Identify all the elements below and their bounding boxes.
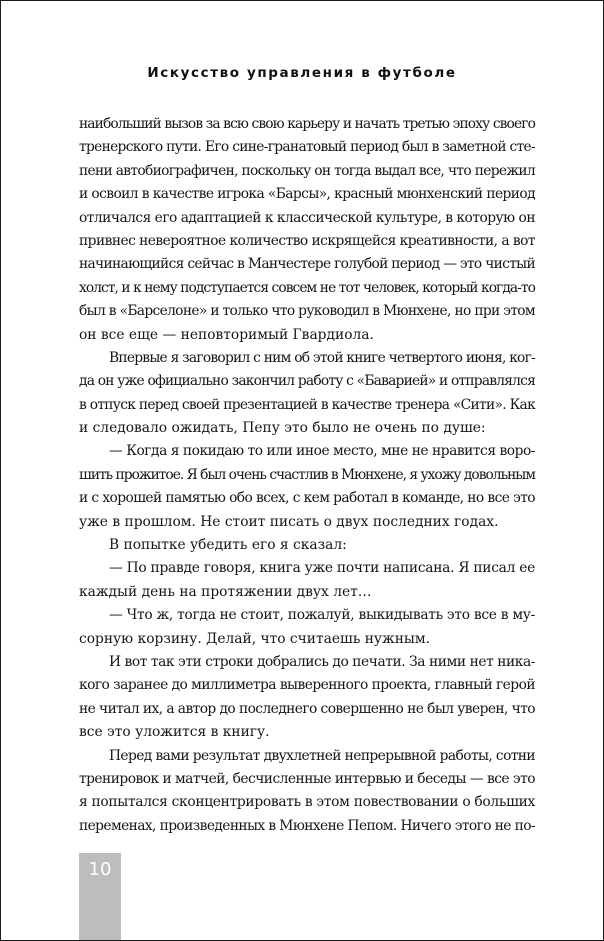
text-line: и с хорошей памятью обо всех, с кем работал в команде, но все это (79, 490, 535, 507)
text-line: начинающийся сейчас в Манчестере голубой период — это чистый (79, 256, 535, 273)
text-line: В попытке убедить его я сказал: (109, 537, 347, 554)
text-line: — Что ж, тогда не стоит, пожалуй, выкидывать это все в му- (109, 607, 535, 624)
text-line: и следовало ожидать, Пепу это было не очень по душе: (79, 420, 486, 437)
text-line: наибольший вызов за всю свою карьеру и начать третью эпоху своего (79, 116, 535, 132)
text-line: да он уже официально закончил работу с «Баварией» и отправлялся (79, 373, 535, 390)
text-line: шить прожитое. Я был очень счастлив в Мюнхене, я ухожу довольным (79, 466, 535, 483)
running-title: Искусство управления в футболе (147, 65, 457, 81)
page-number: 10 (88, 859, 112, 880)
text-line: И вот так эти строки добрались до печати. За ними нет ника- (109, 653, 535, 670)
text-line: холст, и к нему подступается совсем не тот человек, который когда-то (79, 279, 535, 296)
text-line: пени автобиографичен, поскольку он тогда выдал все, что пережил (79, 162, 535, 179)
text-line: Перед вами результат двухлетней непрерывной работы, сотни (109, 747, 535, 764)
text-line: привнес невероятное количество искрящейся креативности, а вот (79, 232, 535, 249)
text-line: сорную корзину. Делай, что считаешь нужным. (79, 630, 431, 647)
text-line: он все еще — неповторимый Гвардиола. (79, 326, 374, 343)
text-line: и освоил в качестве игрока «Барсы», красный мюнхенский период (79, 186, 535, 203)
text-line: уже в прошлом. Не стоит писать о двух последних годах. (79, 513, 499, 530)
text-line: каждый день на протяжении двух лет… (79, 583, 372, 600)
text-line: Впервые я заговорил с ним об этой книге четвертого июня, ког- (109, 349, 535, 366)
text-line: переменах, произведенных в Мюнхене Пепом. Ничего этого не по- (79, 817, 535, 834)
text-line: я попытался сконцентрировать в этом повествовании о больших (79, 794, 535, 811)
text-line: в отпуск перед своей презентацией в качестве тренера «Сити». Как (79, 396, 535, 413)
page-number-tab (79, 853, 121, 940)
text-line: кого заранее до миллиметра выверенного проекта, главный герой (79, 677, 535, 694)
text-line: все это уложится в книгу. (79, 724, 270, 741)
body-text (79, 113, 535, 838)
text-line: тренировок и матчей, бесчисленные интервью и беседы — все это (79, 770, 535, 787)
text-line: не читал их, а автор до последнего совершенно не был уверен, что (79, 700, 535, 717)
text-line: был в «Барселоне» и только что руководил в Мюнхене, но при этом (79, 303, 535, 320)
text-line: — Когда я покидаю то или иное место, мне не нравится воро- (109, 443, 535, 460)
text-line: тренерского пути. Его сине-гранатовый период был в заметной сте- (79, 139, 535, 156)
text-line: отличался его адаптацией к классической культуре, в которую он (79, 209, 535, 226)
text-line: — По правде говоря, книга уже почти написана. Я писал ее (109, 560, 535, 577)
